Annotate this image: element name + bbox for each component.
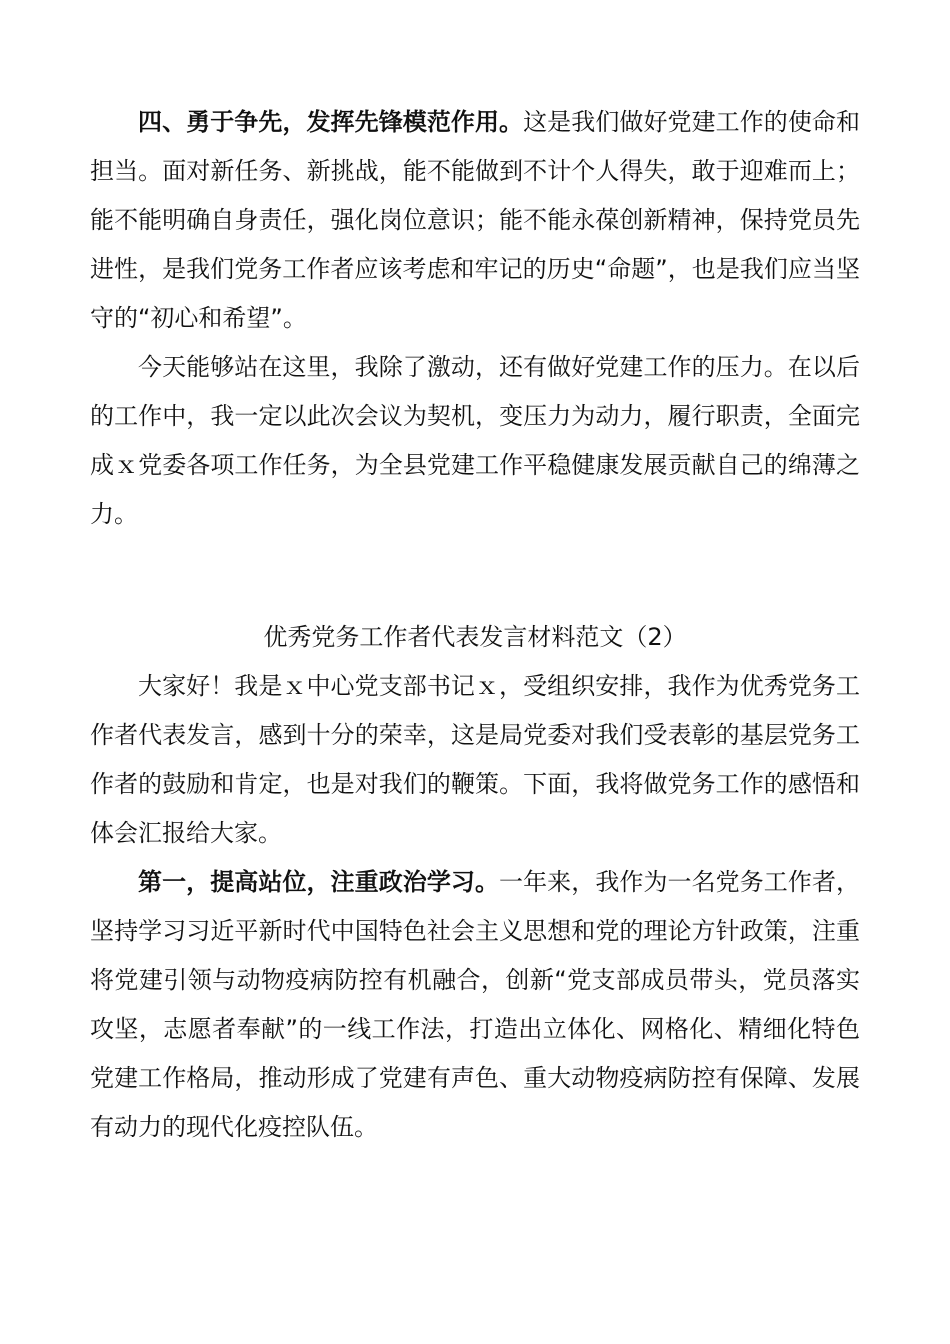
paragraph-political-study: [90, 858, 860, 1152]
paragraph-leading-role: [90, 98, 860, 343]
paragraph-body: 这是我们做好党建工作的使命和担当。面对新任务、新挑战，能不能做到不计个人得失，敢于迎难而上；能不能明确自身责任，强化岗位意识；能不能永葆创新精神，保持党员先进性，是我们党务工作者应该考虑和牢记的历史“命题”，也是我们应当坚守的“初心和希望”。: [90, 108, 861, 332]
paragraph-heading-bold: 第一，提高站位，注重政治学习。: [138, 868, 500, 896]
paragraph-body: 一年来，我作为一名党务工作者，坚持学习习近平新时代中国特色社会主义思想和党的理论方针政策，注重将党建引领与动物疫病防控有机融合，创新“党支部成员带头，党员落实攻坚，志愿者奉献”的一线工作法，打造出立体化、网格化、精细化特色党建工作格局，推动形成了党建有声色、重大动物疫病防控有保障、发展有动力的现代化疫控队伍。: [90, 868, 861, 1141]
section-title: 优秀党务工作者代表发言材料范文（2）: [263, 623, 687, 651]
document-page: [90, 98, 860, 1152]
paragraph-body: 今天能够站在这里，我除了激动，还有做好党建工作的压力。在以后的工作中，我一定以此次会议为契机，变压力为动力，履行职责，全面完成ｘ党委各项工作任务，为全县党建工作平稳健康发展贡献自己的绵薄之力。: [90, 353, 860, 528]
paragraph-heading-bold: 四、勇于争先，发挥先锋模范作用。: [138, 108, 524, 136]
paragraph-greeting: [90, 662, 860, 858]
paragraph-body: 大家好！我是ｘ中心党支部书记ｘ，受组织安排，我作为优秀党务工作者代表发言，感到十分的荣幸，这是局党委对我们受表彰的基层党务工作者的鼓励和肯定，也是对我们的鞭策。下面，我将做党务工作的感悟和体会汇报给大家。: [90, 672, 860, 847]
paragraph-closing: [90, 343, 860, 539]
section-spacer: [90, 539, 860, 613]
